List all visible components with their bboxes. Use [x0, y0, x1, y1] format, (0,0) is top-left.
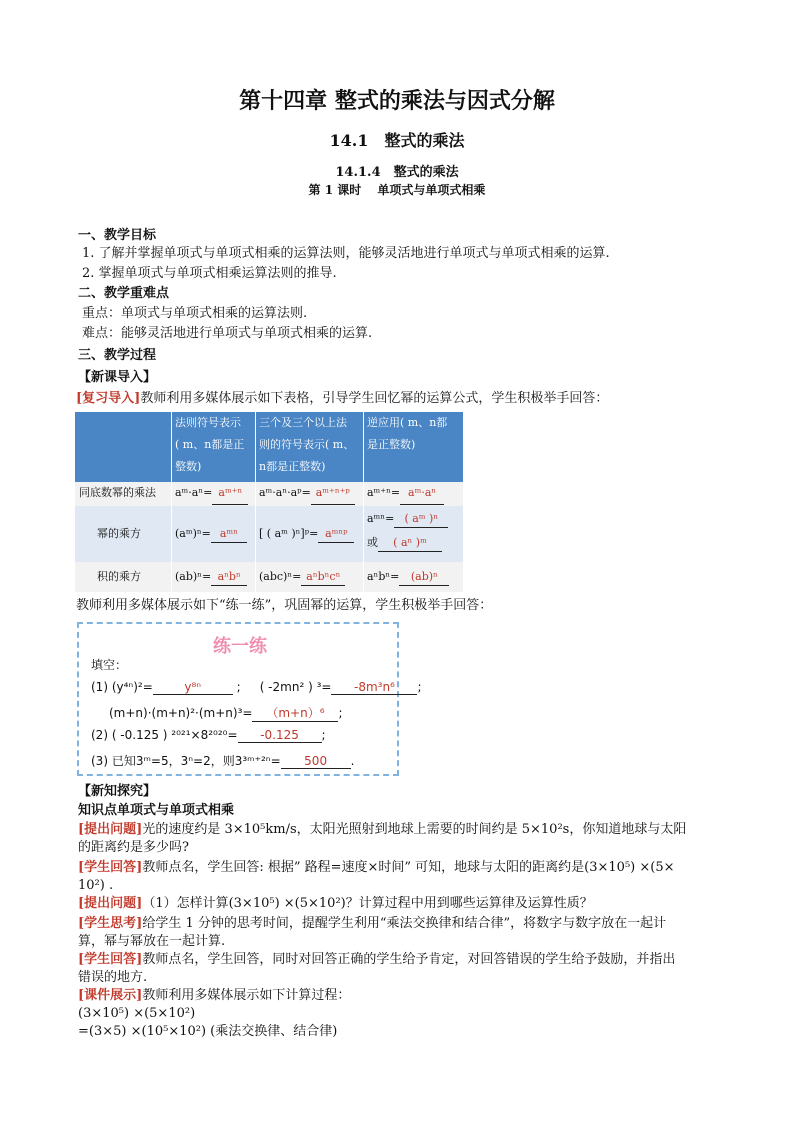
answer-text: 教师点名，学生回答: 根据” 路程=速度×时间” 可知，地球与太阳的距离约是(3×10⁵) ×(5× — [142, 860, 675, 875]
question-text: （1）怎样计算(3×10⁵) ×(5×10²)？计算过程中用到哪些运算律及运算性质？ — [142, 896, 593, 911]
cell-or: 或 — [367, 536, 378, 549]
header-inverse-line1: 逆应用( m、n都 — [367, 416, 448, 429]
think-text: 给学生 1 分钟的思考时间，提醒学生利用“乘法交换律和结合律”，将数字与数字放在一起计 — [142, 916, 667, 931]
power-rules-table — [75, 412, 463, 592]
table-row — [75, 562, 171, 592]
table-cell — [363, 562, 463, 592]
keypoints-heading: 二、教学重难点 — [78, 286, 170, 301]
header-rule-line2: ( m、n都是正 — [175, 438, 245, 451]
exercise-q3: (3) 已知3ᵐ=5，3ⁿ=2，则3³ᵐ⁺²ⁿ= 500 . — [91, 754, 355, 768]
table-cell — [363, 506, 463, 562]
exercise-q1: (1) (y⁴ⁿ)²= y⁸ⁿ ; ( -2mn² ) ³= -8m³n⁶ ; — [91, 680, 422, 694]
answer-text: 教师点名，学生回答，同时对回答正确的学生给予肯定，对回答错误的学生给予鼓励，并指出 — [142, 952, 676, 967]
header-rule-line1: 法则符号表示 — [175, 416, 241, 429]
cell-formula: aᵐ⁺ⁿ= — [367, 486, 401, 499]
table-cell — [255, 562, 363, 592]
question-2 — [78, 896, 593, 912]
table-cell — [363, 482, 463, 506]
chapter-title: 第十四章 整式的乘法与因式分解 — [239, 89, 555, 114]
slide-text: 教师利用多媒体展示如下计算过程： — [142, 988, 351, 1003]
review-text: 教师利用多媒体展示如下表格，引导学生回忆幂的运算公式，学生积极举手回答： — [140, 391, 609, 406]
answer-tag: [学生回答] — [78, 860, 143, 875]
header-multi-line1: 三个及三个以上法 — [259, 416, 347, 429]
calc-line-1: (3×10⁵) ×(5×10²) — [78, 1006, 196, 1021]
header-inverse-line2: 是正整数) — [367, 438, 416, 451]
q1c-formula: (m+n)·(m+n)²·(m+n)³= — [109, 706, 253, 720]
table-cell — [171, 482, 255, 506]
slide-tag: [课件展示] — [78, 988, 143, 1003]
process-heading: 三、教学过程 — [78, 348, 157, 363]
header-multi-line3: n都是正整数) — [259, 460, 326, 473]
intro-tag: 【新课导入】 — [78, 370, 157, 385]
exercise-box — [77, 622, 422, 776]
lesson-title: 第 1 课时 单项式与单项式相乘 — [308, 183, 486, 197]
q2-answer: -0.125 — [238, 728, 322, 743]
cell-answer: aᵐ⁺ⁿ — [212, 482, 248, 505]
table-row — [75, 506, 171, 562]
row-name: 同底数幂的乘法 — [79, 486, 156, 499]
question-1-line2: 的距离约是多少吗? — [78, 840, 189, 855]
q1b-formula: ( -2mn² ) ³= — [259, 680, 332, 694]
table-cell — [171, 562, 255, 592]
answer-1-line1 — [78, 860, 675, 876]
table-cell — [255, 482, 363, 506]
table-header-multi — [255, 412, 363, 482]
table-row — [75, 482, 171, 506]
q1-label: (1) — [91, 680, 108, 694]
header-multi-line2: 则的符号表示( m、 — [259, 438, 355, 451]
practice-intro: 教师利用多媒体展示如下“练一练”，巩固幂的运算，学生积极举手回答： — [76, 598, 493, 613]
row-name: 幂的乘方 — [97, 527, 141, 540]
cell-answer: aᵐⁿᵖ — [318, 526, 354, 543]
think-line2: 算，幂与幂放在一起计算. — [78, 934, 226, 949]
table-header-empty — [75, 412, 171, 482]
goals-heading: 一、教学目标 — [78, 228, 157, 243]
cell-answer: aⁿbⁿ — [211, 569, 247, 586]
slide-show — [78, 988, 350, 1004]
cell-formula: (aᵐ)ⁿ= — [175, 527, 211, 540]
table-header-rule — [171, 412, 255, 482]
cell-formula: aⁿbⁿ= — [367, 570, 400, 583]
cell-formula: aᵐ·aⁿ·aᵖ= — [259, 486, 311, 499]
knowledge-point: 知识点单项式与单项式相乘 — [78, 803, 235, 818]
exercise-q1c: (m+n)·(m+n)²·(m+n)³= （m+n）⁶ ; — [109, 706, 343, 720]
cell-formula: aᵐⁿ= — [367, 512, 395, 525]
question-tag: [提出问题] — [78, 822, 143, 837]
think-tag: [学生思考] — [78, 916, 143, 931]
goal-item-1: 1. 了解并掌握单项式与单项式相乘的运算法则，能够灵活地进行单项式与单项式相乘的运算. — [82, 246, 610, 261]
cell-formula: [ ( aᵐ )ⁿ]ᵖ= — [259, 527, 319, 540]
cell-answer: ( aⁿ )ᵐ — [378, 535, 442, 552]
table-divider — [171, 412, 172, 592]
answer-1-line2: 10²) . — [78, 878, 114, 893]
answer-2-line2: 错误的地方. — [78, 970, 148, 985]
header-rule-line3: 整数) — [175, 460, 202, 473]
answer-tag: [学生回答] — [78, 952, 143, 967]
cell-answer: aᵐ⁺ⁿ⁺ᵖ — [311, 482, 355, 505]
explore-tag: 【新知探究】 — [78, 784, 157, 799]
q1a-answer: y⁸ⁿ — [153, 680, 233, 695]
table-header-inverse — [363, 412, 463, 482]
table-divider — [255, 412, 256, 592]
think-line1 — [78, 916, 666, 932]
question-tag: [提出问题] — [78, 896, 143, 911]
section-title: 14.1 整式的乘法 — [329, 131, 465, 150]
cell-formula: (abc)ⁿ= — [259, 570, 302, 583]
cell-answer: aᵐⁿ — [211, 526, 247, 543]
review-tag: [复习导入] — [76, 391, 141, 406]
exercise-title: 练一练 — [213, 636, 267, 657]
q3-formula: (3) 已知3ᵐ=5，3ⁿ=2，则3³ᵐ⁺²ⁿ= — [91, 754, 281, 768]
calc-line-2: =(3×5) ×(10⁵×10²) (乘法交换律、结合律) — [78, 1024, 338, 1039]
q1a-formula: (y⁴ⁿ)²= — [111, 680, 153, 694]
question-1-line1 — [78, 822, 686, 838]
q1b-answer: -8m³n⁶ — [331, 680, 417, 695]
q2-formula: (2) ( -0.125 ) ²⁰²¹×8²⁰²⁰= — [91, 728, 238, 742]
exercise-q2: (2) ( -0.125 ) ²⁰²¹×8²⁰²⁰= -0.125 ; — [91, 728, 326, 742]
table-cell — [171, 506, 255, 562]
subsection-title: 14.1.4 整式的乘法 — [335, 165, 459, 180]
q3-answer: 500 — [281, 754, 351, 769]
cell-answer: (ab)ⁿ — [399, 569, 449, 586]
difficult-point: 难点：能够灵活地进行单项式与单项式相乘的运算. — [82, 326, 373, 341]
row-name: 积的乘方 — [97, 570, 141, 583]
question-text: 光的速度约是 3×10⁵km/s，太阳光照射到地球上需要的时间约是 5×10²s，你知道地球与太阳 — [142, 822, 687, 837]
cell-answer: ( aᵐ )ⁿ — [394, 511, 448, 528]
table-divider — [363, 412, 364, 592]
key-point: 重点：单项式与单项式相乘的运算法则. — [82, 306, 308, 321]
cell-answer: aᵐ·aⁿ — [400, 482, 444, 505]
cell-answer: aⁿbⁿcⁿ — [301, 569, 345, 586]
exercise-fill-label: 填空： — [91, 658, 128, 672]
cell-formula: (ab)ⁿ= — [175, 570, 212, 583]
table-cell — [255, 506, 363, 562]
goal-item-2: 2. 掌握单项式与单项式相乘运算法则的推导. — [82, 266, 337, 281]
review-line — [76, 391, 608, 407]
cell-formula: aᵐ·aⁿ= — [175, 486, 213, 499]
answer-2-line1 — [78, 952, 675, 968]
q1c-answer: （m+n）⁶ — [252, 704, 338, 722]
